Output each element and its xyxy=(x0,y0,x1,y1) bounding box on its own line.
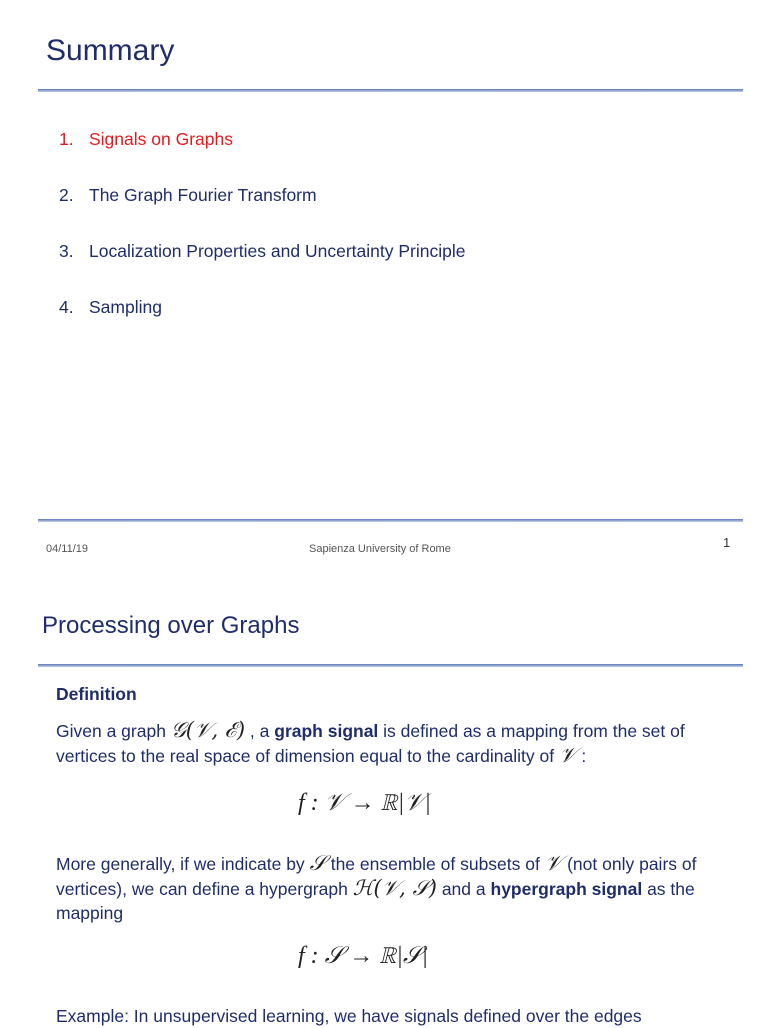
footer-date: 04/11/19 xyxy=(46,543,89,555)
math-vertex-set: 𝒱 xyxy=(558,743,577,767)
slide-title-processing: Processing over Graphs xyxy=(42,612,300,639)
list-item: 1. Signals on Graphs xyxy=(59,129,233,149)
title-rule-2 xyxy=(38,664,743,667)
list-item: 3. Localization Properties and Uncertainty Principle xyxy=(59,241,466,261)
math-subset-ensemble: 𝒮 xyxy=(309,851,326,875)
example-paragraph: Example: In unsupervised learning, we have signals defined over the edges xyxy=(56,1006,642,1026)
list-item: 2. The Graph Fourier Transform xyxy=(59,185,317,205)
math-graph: 𝒢(𝒱, ℰ) xyxy=(170,718,246,742)
title-rule xyxy=(38,89,743,92)
equation-graph-signal: f : 𝒱 → ℝ|𝒱| xyxy=(298,790,431,816)
math-hypergraph: ℋ(𝒱, 𝒮) xyxy=(352,876,437,900)
math-vertex-set: 𝒱 xyxy=(544,851,563,875)
hypergraph-paragraph: More generally, if we indicate by 𝒮 the ensemble of subsets of 𝒱 (not only pairs of vertices), we can define a hypergraph ℋ(𝒱, 𝒮) and a hypergraph signal as the mapping xyxy=(56,851,697,923)
definition-heading: Definition xyxy=(56,684,137,704)
page-number: 1 xyxy=(723,535,731,550)
list-item: 4. Sampling xyxy=(59,297,162,317)
footer-rule xyxy=(38,519,743,522)
equation-hypergraph-signal: f : 𝒮 → ℝ|𝒮| xyxy=(298,943,429,969)
definition-paragraph: Given a graph 𝒢(𝒱, ℰ) , a graph signal is defined as a mapping from the set of vertices to the real space of dimension equal to the cardinality of 𝒱 : xyxy=(56,718,685,767)
summary-list xyxy=(59,126,465,350)
slide-title-summary: Summary xyxy=(46,34,175,67)
footer-org: Sapienza University of Rome xyxy=(309,543,451,555)
